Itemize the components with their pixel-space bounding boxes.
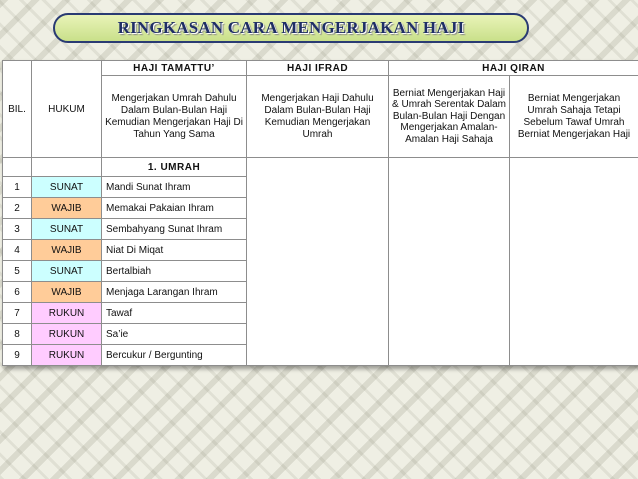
section-row [3, 158, 638, 177]
row-number: 5 [3, 261, 32, 282]
step-label: Tawaf [102, 303, 247, 324]
page-title: RINGKASAN CARA MENGERJAKAN HAJI [117, 18, 465, 37]
step-label: Sembahyang Sunat Ihram [102, 219, 247, 240]
step-label: Memakai Pakaian Ihram [102, 198, 247, 219]
empty-cell [32, 158, 102, 177]
title-banner [53, 13, 529, 43]
section-title: 1. UMRAH [102, 158, 247, 177]
row-number: 4 [3, 240, 32, 261]
tamattu-description: Mengerjakan Umrah Dahulu Dalam Bulan-Bulan Haji Kemudian Mengerjakan Haji Di Tahun Yang Sama [102, 76, 247, 158]
ifrad-body [247, 158, 389, 366]
empty-cell [3, 158, 32, 177]
bil-header: BIL. [3, 61, 32, 158]
row-number: 7 [3, 303, 32, 324]
hukum-badge: WAJIB [32, 282, 102, 303]
hukum-badge: WAJIB [32, 198, 102, 219]
hukum-badge: RUKUN [32, 324, 102, 345]
tamattu-header: HAJI TAMATTU’ [102, 61, 247, 76]
step-label: Menjaga Larangan Ihram [102, 282, 247, 303]
qiran-header: HAJI QIRAN [389, 61, 638, 76]
row-number: 6 [3, 282, 32, 303]
hukum-badge: RUKUN [32, 303, 102, 324]
row-number: 9 [3, 345, 32, 366]
qiran-description-1: Berniat Mengerjakan Haji & Umrah Serentak Dalam Bulan-Bulan Haji Dengan Mengerjakan Amalan-Amalan Haji Sahaja [389, 76, 510, 158]
hukum-badge: RUKUN [32, 345, 102, 366]
hukum-badge: SUNAT [32, 219, 102, 240]
step-label: Bercukur / Bergunting [102, 345, 247, 366]
step-label: Sa’ie [102, 324, 247, 345]
row-number: 8 [3, 324, 32, 345]
hukum-badge: SUNAT [32, 261, 102, 282]
hukum-badge: WAJIB [32, 240, 102, 261]
summary-table [2, 60, 638, 366]
ifrad-header: HAJI IFRAD [247, 61, 389, 76]
row-number: 2 [3, 198, 32, 219]
hukum-header: HUKUM [32, 61, 102, 158]
qiran-body-2 [510, 158, 638, 366]
qiran-body-1 [389, 158, 510, 366]
qiran-description-2: Berniat Mengerjakan Umrah Sahaja Tetapi Sebelum Tawaf Umrah Berniat Mengerjakan Haji [510, 76, 638, 158]
row-number: 1 [3, 177, 32, 198]
table-header-row [3, 61, 638, 76]
row-number: 3 [3, 219, 32, 240]
step-label: Mandi Sunat Ihram [102, 177, 247, 198]
step-label: Niat Di Miqat [102, 240, 247, 261]
hukum-badge: SUNAT [32, 177, 102, 198]
step-label: Bertalbiah [102, 261, 247, 282]
ifrad-description: Mengerjakan Haji Dahulu Dalam Bulan-Bulan Haji Kemudian Mengerjakan Umrah [247, 76, 389, 158]
